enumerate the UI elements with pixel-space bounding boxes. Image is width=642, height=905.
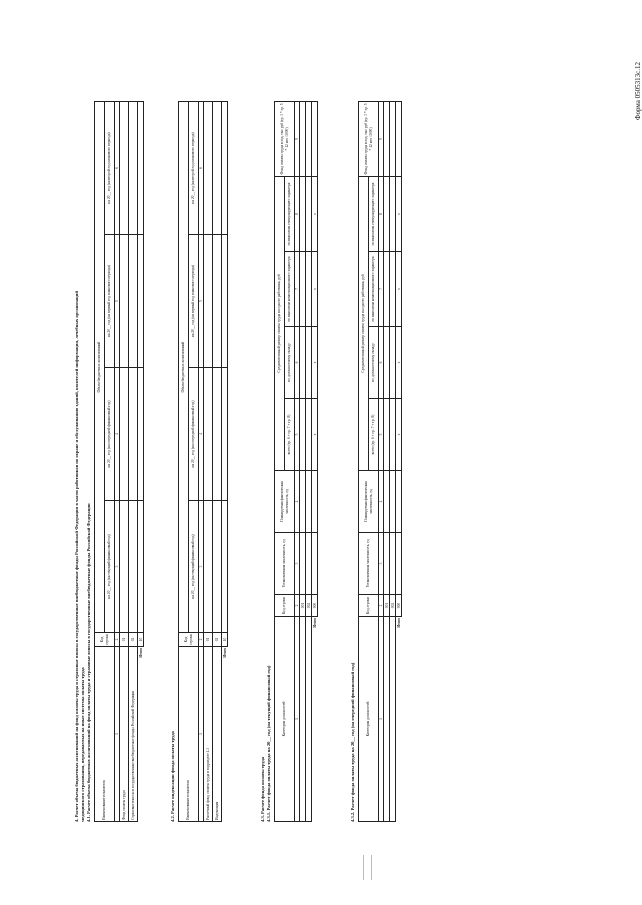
header-salary: по должностному окладу: [369, 327, 379, 399]
col-num: 6: [379, 327, 384, 399]
row-code: 002: [306, 595, 312, 617]
section4-title-line2: медицинского страхования, передаваемых на иные системы оплаты труда: [80, 667, 85, 822]
header-code: Код строки: [179, 633, 199, 647]
value-cell: [222, 101, 228, 234]
row-label: Расчетный фонд оплаты труда в подразделе 4.3: [204, 647, 213, 822]
col-num: 7: [295, 252, 300, 327]
x-cell: x: [396, 176, 402, 251]
header-year-3: на 20__ год (на первый год планового периода): [105, 235, 115, 368]
col-num: 4: [295, 471, 300, 533]
col-num: 8: [295, 176, 300, 251]
header-fund: Фонд оплаты труда в год, тыс руб (гр. 3 * гр. 5 * 12 мес /1000): [275, 101, 295, 176]
value-cell: [213, 101, 222, 234]
header-group: Объем бюджетных ассигнований: [179, 101, 189, 632]
value-cell: [312, 471, 318, 533]
col-num: 4: [379, 471, 384, 533]
rotated-form-content: [72, 70, 532, 830]
value-cell: [120, 101, 129, 234]
col-num: 3: [115, 501, 120, 633]
header-avg-pay: Среднемесячный размер оплаты труда на одного работника, руб: [359, 176, 369, 470]
total-code: 900: [396, 595, 402, 617]
header-name: Наименование показателя: [179, 647, 199, 822]
value-cell: [120, 368, 129, 501]
total-label: Итого: [396, 618, 401, 628]
col-num: 2: [115, 633, 120, 647]
col-num: 1: [295, 617, 300, 822]
table-4-1: [94, 101, 144, 822]
total-code: 10: [222, 633, 228, 647]
value-cell: [222, 501, 228, 633]
header-actual: Планируемая фактическая численность, ед: [275, 471, 295, 533]
row-code: 02: [129, 633, 138, 647]
col-num: 1: [199, 647, 204, 822]
value-cell: [312, 533, 318, 595]
header-year-1: на 20__ год (на текущий финансовый год): [105, 501, 115, 633]
header-compensation: по выплатам компенсационного характера: [285, 252, 295, 327]
header-year-1: на 20__ год (на текущий финансовый год): [189, 501, 199, 633]
header-stimulating: по выплатам стимулирующего характера: [285, 176, 295, 251]
value-cell: [213, 235, 222, 368]
value-cell: [138, 235, 144, 368]
x-cell: x: [396, 252, 402, 327]
value-cell: [138, 501, 144, 633]
header-year-4: на 20__ год (на второй год планового периода): [189, 101, 199, 234]
x-cell: x: [312, 399, 318, 471]
section4-title: 4. Расчет объема бюджетных ассигнований на фонд оплаты труда и страховые взносы в государственные внебюджетные фонды Российской Федерации в части работников по охране и обслуживанию зданий, носителей информации, лечебных организаций: [74, 291, 79, 822]
scan-mark: [371, 855, 372, 880]
value-cell: [213, 501, 222, 633]
col-num: 5: [115, 235, 120, 368]
header-salary: по должностному окладу: [285, 327, 295, 399]
value-cell: [138, 368, 144, 501]
table-4-3-1: [274, 101, 318, 822]
table431-title: 4.3.1. Расчет фонда оплаты труда на 20__ год (на текущий финансовый год): [266, 665, 271, 822]
col-num: 5: [379, 399, 384, 471]
x-cell: x: [312, 252, 318, 327]
col-num: 6: [295, 327, 300, 399]
value-cell: [204, 501, 213, 633]
value-cell: [396, 101, 402, 176]
col-num: 1: [379, 617, 384, 822]
total-code: 10: [138, 633, 144, 647]
header-compensation: по выплатам компенсационного характера: [369, 252, 379, 327]
table41-title: 4.1. Расчет объема бюджетных ассигнований на фонд оплаты труда и страховые взносы в государственные внебюджетные фонды Российской Федерации: [86, 503, 91, 822]
col-num: 5: [199, 235, 204, 368]
form-code: Форма 0505313с.12: [634, 62, 642, 121]
col-num: 7: [379, 252, 384, 327]
header-code: Код строки: [275, 595, 295, 617]
header-category: Категория должностей: [275, 617, 295, 822]
col-num: 5: [295, 399, 300, 471]
header-name: Наименование показателя: [95, 647, 115, 822]
x-cell: x: [312, 176, 318, 251]
scan-mark: [363, 855, 364, 880]
value-cell: [129, 501, 138, 633]
col-num: 9: [295, 101, 300, 176]
value-cell: [129, 101, 138, 234]
header-established: Установленная численность, ед: [359, 533, 379, 595]
row-code: 02: [213, 633, 222, 647]
total-code: 900: [312, 595, 318, 617]
col-num: 1: [115, 647, 120, 822]
value-cell: [138, 101, 144, 234]
total-label: Итого: [138, 648, 143, 658]
col-num: 2: [199, 633, 204, 647]
x-cell: x: [396, 399, 402, 471]
header-actual: Планируемая фактическая численность, ед: [359, 471, 379, 533]
col-num: 4: [199, 368, 204, 501]
value-cell: [222, 235, 228, 368]
value-cell: [222, 368, 228, 501]
header-stimulating: по выплатам стимулирующего характера: [369, 176, 379, 251]
header-total: всего (гр. 6 + гр. 7 + гр. 8): [369, 399, 379, 471]
row-label: Страховые взносы в государственные внебюджетные фонды Российской Федерации: [129, 647, 138, 822]
value-cell: [204, 101, 213, 234]
header-code: Код строки: [359, 595, 379, 617]
header-total: всего (гр. 6 + гр. 7 + гр. 8): [285, 399, 295, 471]
value-cell: [396, 471, 402, 533]
value-cell: [120, 501, 129, 633]
col-num: 9: [379, 101, 384, 176]
value-cell: [129, 235, 138, 368]
header-established: Установленная численность, ед: [275, 533, 295, 595]
header-group: Объем бюджетных ассигнований: [95, 101, 105, 632]
col-num: 2: [379, 595, 384, 617]
table-4-3-2: [358, 101, 402, 822]
table432-title: 4.3.2. Расчет фонда оплаты труда на 20__ год (на очередной финансовый год): [350, 662, 355, 822]
total-label: Итого: [312, 618, 317, 628]
table43-title: 4.3. Расчет фонда оплаты труда: [260, 756, 265, 822]
header-fund: Фонд оплаты труда в год, тыс руб (гр. 3 * гр. 5 * 12 мес /1000): [359, 101, 379, 176]
col-num: 6: [199, 101, 204, 234]
col-num: 6: [115, 101, 120, 234]
header-year-2: на 20__ год (на очередной финансовый год): [105, 368, 115, 501]
value-cell: [312, 101, 318, 176]
value-cell: [129, 368, 138, 501]
col-num: 3: [199, 501, 204, 633]
col-num: 3: [379, 533, 384, 595]
x-cell: x: [312, 327, 318, 399]
row-code: 01: [204, 633, 213, 647]
header-year-2: на 20__ год (на очередной финансовый год): [189, 368, 199, 501]
col-num: 2: [295, 595, 300, 617]
total-label: Итого: [222, 648, 227, 658]
header-category: Категория должностей: [359, 617, 379, 822]
value-cell: [213, 368, 222, 501]
value-cell: [204, 368, 213, 501]
row-code: 001: [384, 595, 390, 617]
header-avg-pay: Среднемесячный размер оплаты труда на одного работника, руб: [275, 176, 285, 470]
col-num: 8: [379, 176, 384, 251]
row-code: 001: [300, 595, 306, 617]
col-num: 4: [115, 368, 120, 501]
table-4-2: [178, 101, 228, 822]
col-num: 3: [295, 533, 300, 595]
header-year-4: на 20__ год (на второй год планового периода): [105, 101, 115, 234]
table42-title: 4.2. Расчет индексации фонда оплаты труда: [170, 731, 175, 822]
header-year-3: на 20__ год (на первый год планового периода): [189, 235, 199, 368]
value-cell: [204, 235, 213, 368]
row-label: Фонд оплаты труда: [120, 647, 129, 822]
row-label: Индексация: [213, 647, 222, 822]
value-cell: [120, 235, 129, 368]
row-code: 01: [120, 633, 129, 647]
header-code: Код строки: [95, 633, 115, 647]
x-cell: x: [396, 327, 402, 399]
value-cell: [396, 533, 402, 595]
row-code: 002: [390, 595, 396, 617]
